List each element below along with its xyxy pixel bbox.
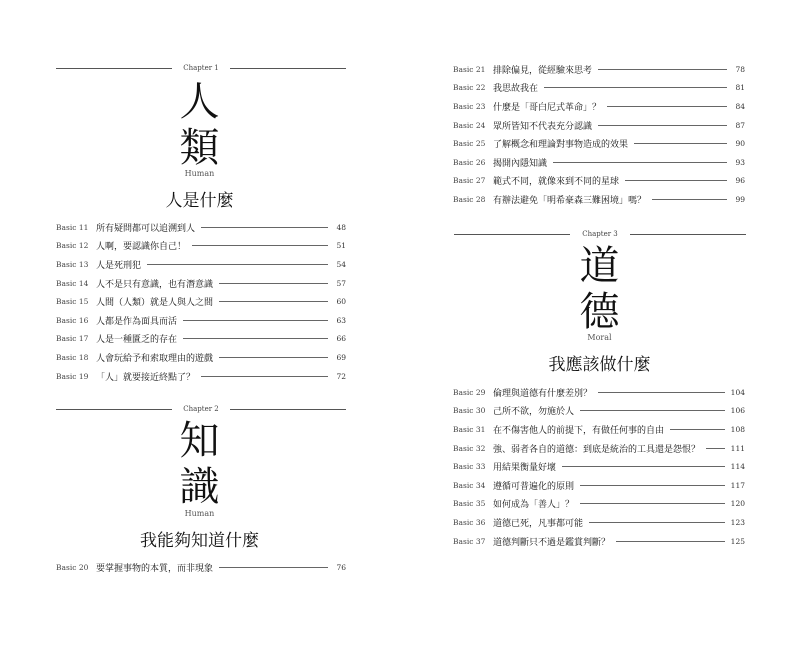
entry-number: Basic 24 [453, 120, 486, 130]
toc-entry[interactable] [453, 60, 745, 79]
leader-line [192, 245, 328, 246]
chapter-title-char-1: 人 [179, 79, 220, 125]
entry-page: 108 [730, 424, 745, 434]
entry-page: 106 [730, 406, 745, 416]
toc-entry[interactable] [56, 311, 346, 330]
entry-number: Basic 25 [453, 139, 486, 149]
toc-entry[interactable] [453, 439, 745, 458]
entry-title: 我思故我在 [493, 84, 539, 95]
toc-list-chapter-2 [56, 558, 346, 577]
leader-line [598, 392, 725, 393]
chapter-english-title: Human [184, 169, 215, 178]
entry-page: 114 [730, 462, 745, 472]
leader-line [589, 522, 725, 523]
leader-line [219, 357, 328, 358]
entry-number: Basic 36 [453, 517, 486, 527]
toc-entry[interactable] [56, 237, 346, 256]
entry-title: 人是死刑犯 [96, 260, 142, 271]
entry-page: 117 [730, 480, 745, 490]
toc-entry[interactable] [453, 153, 745, 172]
leader-line [544, 87, 727, 88]
leader-line [706, 448, 725, 449]
entry-page: 123 [730, 517, 745, 527]
entry-title: 揭開內隱知識 [493, 158, 548, 169]
entry-page: 84 [735, 101, 745, 111]
entry-title: 強、弱者各自的道德：到底是統治的工具還是怨恨？ [493, 444, 701, 455]
entry-number: Basic 29 [453, 387, 486, 397]
leader-line [580, 485, 725, 486]
entry-number: Basic 18 [56, 352, 89, 362]
entry-title: 用結果衡量好壞 [493, 463, 557, 474]
entry-number: Basic 28 [453, 194, 486, 204]
entry-number: Basic 17 [56, 334, 89, 344]
entry-page: 54 [336, 259, 346, 269]
entry-title: 什麼是「哥白尼式革命」？ [493, 102, 602, 113]
entry-number: Basic 37 [453, 536, 486, 546]
chapter-2-header [56, 403, 346, 415]
entry-number: Basic 31 [453, 424, 486, 434]
chapter-title-char-2: 德 [579, 289, 620, 335]
chapter-english-title: Moral [587, 333, 612, 342]
chapter-label: Chapter 3 [582, 230, 618, 238]
entry-page: 51 [336, 241, 346, 251]
entry-number: Basic 11 [56, 222, 89, 232]
entry-title: 要掌握事物的本質，而非現象 [96, 563, 214, 574]
entry-page: 93 [735, 157, 745, 167]
entry-title: 了解概念和理論對事物造成的效果 [493, 140, 629, 151]
entry-page: 104 [730, 387, 745, 397]
entry-page: 60 [336, 297, 346, 307]
entry-number: Basic 23 [453, 101, 486, 111]
leader-line [183, 338, 328, 339]
entry-title: 己所不欲，勿施於人 [493, 407, 575, 418]
left-page [0, 0, 399, 645]
toc-entry[interactable] [453, 97, 745, 116]
leader-line [607, 106, 727, 107]
entry-number: Basic 12 [56, 241, 89, 251]
entry-number: Basic 35 [453, 499, 486, 509]
entry-title: 在不傷害他人的前提下，有做任何事的自由 [493, 425, 665, 436]
toc-entry[interactable] [453, 402, 745, 421]
entry-page: 125 [730, 536, 745, 546]
right-page [400, 0, 799, 645]
entry-page: 87 [735, 120, 745, 130]
entry-page: 90 [735, 139, 745, 149]
entry-title: 人都是作為面具而活 [96, 316, 178, 327]
toc-entry[interactable] [453, 420, 745, 439]
leader-line [652, 199, 727, 200]
toc-entry[interactable] [56, 274, 346, 293]
leader-line [553, 162, 727, 163]
toc-entry[interactable] [453, 495, 745, 514]
toc-entry[interactable] [56, 218, 346, 237]
leader-line [219, 301, 328, 302]
entry-page: 48 [336, 222, 346, 232]
chapter-3-header [454, 228, 746, 240]
toc-entry[interactable] [56, 292, 346, 311]
toc-entry[interactable] [453, 383, 745, 402]
toc-entry[interactable] [453, 476, 745, 495]
chapter-title-char-2: 類 [179, 125, 220, 171]
toc-entry[interactable] [56, 330, 346, 349]
entry-page: 69 [336, 352, 346, 362]
entry-number: Basic 16 [56, 315, 89, 325]
entry-title: 範式不同，就像來到不同的星球 [493, 177, 620, 188]
chapter-subtitle: 人是什麼 [165, 191, 234, 211]
leader-line [598, 69, 727, 70]
entry-number: Basic 26 [453, 157, 486, 167]
entry-page: 96 [735, 176, 745, 186]
entry-number: Basic 22 [453, 83, 486, 93]
entry-title: 眾所皆知不代表充分認識 [493, 121, 593, 132]
entry-page: 76 [336, 562, 346, 572]
entry-title: 所有疑問都可以追溯到人 [96, 223, 196, 234]
toc-entry[interactable] [453, 532, 745, 551]
entry-title: 道德已死，凡事都可能 [493, 518, 584, 529]
leader-line [580, 410, 725, 411]
leader-line [598, 125, 727, 126]
entry-title: 人啊，要認識你自己！ [96, 242, 187, 253]
entry-title: 如何成為「善人」？ [493, 500, 575, 511]
chapter-subtitle: 我應該做什麼 [548, 355, 651, 375]
toc-entry[interactable] [453, 190, 745, 209]
entry-title: 排除偏見，從經驗來思考 [493, 65, 593, 76]
entry-page: 72 [336, 371, 346, 381]
entry-number: Basic 30 [453, 406, 486, 416]
leader-line [183, 320, 328, 321]
leader-line [147, 264, 328, 265]
chapter-title-char-2: 識 [179, 464, 220, 510]
entry-number: Basic 20 [56, 562, 89, 572]
entry-page: 99 [735, 194, 745, 204]
entry-number: Basic 33 [453, 462, 486, 472]
toc-entry[interactable] [56, 367, 346, 386]
entry-title: 人是一種匱乏的存在 [96, 335, 178, 346]
toc-list-chapter-1 [56, 218, 346, 385]
entry-title: 有辦法避免「明希豪森三難困境」嗎？ [493, 195, 647, 206]
entry-number: Basic 14 [56, 278, 89, 288]
rule-right [230, 68, 346, 69]
entry-number: Basic 32 [453, 443, 486, 453]
toc-entry[interactable] [56, 558, 346, 577]
leader-line [580, 503, 725, 504]
toc-entry[interactable] [453, 457, 745, 476]
rule-right [630, 234, 746, 235]
toc-entry[interactable] [453, 513, 745, 532]
toc-entry[interactable] [453, 79, 745, 98]
chapter-subtitle: 我能夠知道什麼 [140, 531, 259, 551]
leader-line [634, 143, 727, 144]
toc-entry[interactable] [453, 116, 745, 135]
chapter-title-char-1: 知 [179, 418, 220, 464]
entry-page: 63 [336, 315, 346, 325]
chapter-label: Chapter 1 [183, 64, 219, 72]
chapter-1-header [56, 62, 346, 74]
entry-number: Basic 13 [56, 259, 89, 269]
entry-page: 57 [336, 278, 346, 288]
entry-title: 「人」就要接近終點了？ [96, 372, 196, 383]
entry-number: Basic 34 [453, 480, 486, 490]
chapter-title-char-1: 道 [579, 243, 620, 289]
entry-title: 遵循可普遍化的原則 [493, 481, 575, 492]
entry-page: 66 [336, 334, 346, 344]
chapter-label: Chapter 2 [183, 405, 219, 413]
leader-line [625, 180, 727, 181]
entry-title: 人會玩給予和索取理由的遊戲 [96, 353, 214, 364]
entry-page: 111 [730, 443, 745, 453]
chapter-english-title: Human [184, 509, 215, 518]
entry-title: 道德判斷只不過是鑑賞判斷？ [493, 537, 611, 548]
entry-title: 倫理與道德有什麼差別？ [493, 388, 593, 399]
toc-list-chapter-3 [453, 383, 745, 550]
entry-number: Basic 27 [453, 176, 486, 186]
leader-line [616, 541, 725, 542]
leader-line [219, 567, 328, 568]
entry-number: Basic 19 [56, 371, 89, 381]
entry-title: 人不是只有意識，也有潛意識 [96, 279, 214, 290]
toc-entry[interactable] [56, 348, 346, 367]
entry-number: Basic 15 [56, 297, 89, 307]
toc-list-chapter-2-continued [453, 60, 745, 209]
toc-entry[interactable] [56, 255, 346, 274]
leader-line [219, 283, 328, 284]
rule-right [230, 409, 346, 410]
leader-line [201, 376, 328, 377]
entry-page: 120 [730, 499, 745, 509]
entry-title: 人間（人類）就是人與人之間 [96, 298, 214, 309]
entry-page: 81 [735, 83, 745, 93]
entry-page: 78 [735, 64, 745, 74]
leader-line [201, 227, 328, 228]
toc-entry[interactable] [453, 134, 745, 153]
leader-line [562, 466, 725, 467]
entry-number: Basic 21 [453, 64, 486, 74]
leader-line [670, 429, 725, 430]
toc-entry[interactable] [453, 172, 745, 191]
